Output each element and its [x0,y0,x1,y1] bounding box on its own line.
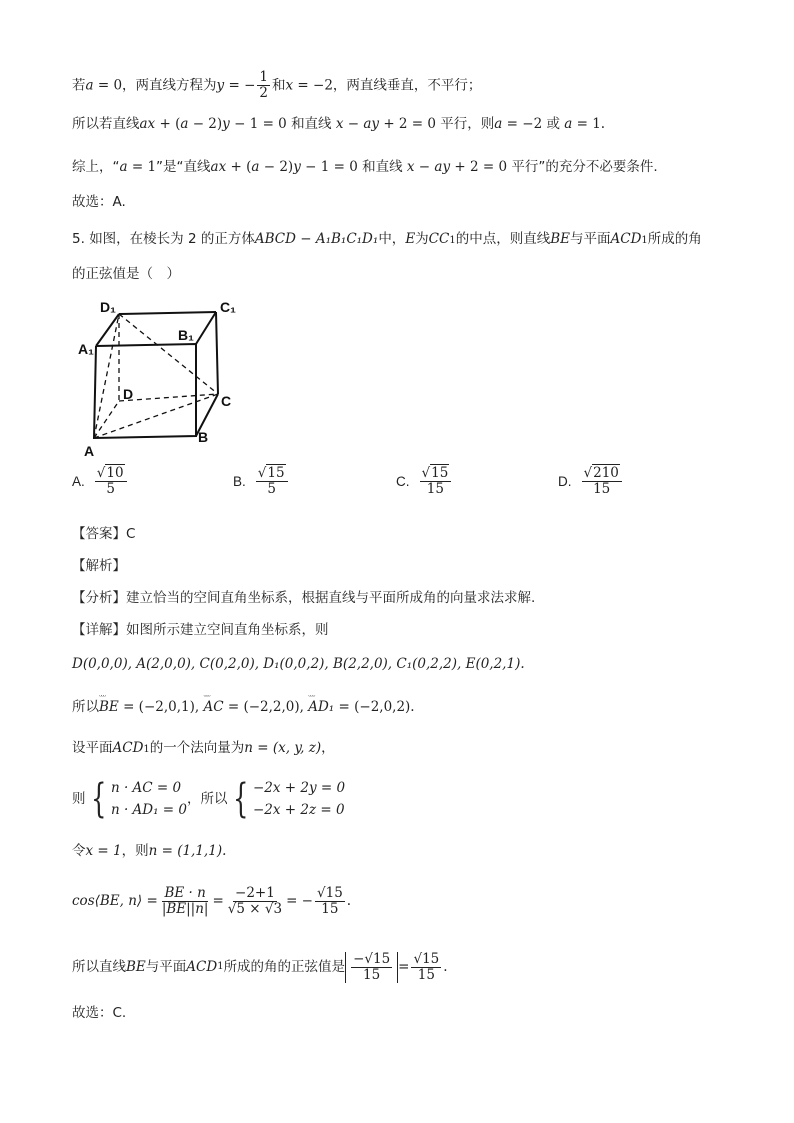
text: = − [286,893,313,909]
system-line: 则 { n · AC = 0 n · AD₁ = 0 ，所以 { −2x + 2y = 0 −2x + 2z = 0 [72,776,346,822]
option-b[interactable]: B. $\frac{√15}{5}$ [233,466,290,497]
text: ”是“直线 [156,159,211,175]
let-line [72,840,226,862]
option-a[interactable]: A. $\frac{√10}{5}$ [72,466,129,497]
option-c[interactable]: C. $\frac{√15}{15}$ [396,466,453,497]
text: 所以若直线 [72,116,140,132]
option-label: C. [396,474,410,489]
text: x = 1 [85,843,122,859]
option-label: D. [558,474,572,489]
text: ，两直线方程为 [122,77,217,94]
text: 平行”的充分不必要条件. [511,159,658,175]
option-label: A. [72,474,85,489]
vector-ac: ᵕᵕᵕ AC [203,696,223,718]
vector-ad1: ᵕᵕᵕ AD₁ [308,696,334,718]
coords-line: D(0,0,0), A(2,0,0), C(0,2,0), D₁(0,0,2), B(2,2,0), C₁(0,2,2), E(0,2,1). [72,656,525,672]
text: 与平面 [570,231,611,247]
text: 令 [72,843,86,859]
text: 为 [415,231,429,247]
xiangjie-text: 如图所示建立空间直角坐标系，则 [126,622,329,638]
text: 和直线 [291,116,332,132]
text: 综上，“ [72,159,120,175]
eq: −2x + 2y = 0 [252,780,346,796]
text: 的中点，则直线 [455,231,551,247]
cube-figure [76,296,246,461]
text: = (−2,2,0), [223,699,309,715]
end-line: 故选：C. [72,1005,127,1021]
text: 设平面 [72,740,113,756]
question-stem: 5. 如图，在棱长为 2 的正方体ABCD − A₁B₁C₁D₁中，E为CC1的中点，则直线BE与平面ACD1所成的角 [72,231,702,247]
option-label: B. [233,474,246,489]
text: 平行，则 [440,116,495,132]
cube-name: ABCD − A₁B₁C₁D₁ [254,231,379,247]
text: = (−2,0,2). [334,699,415,715]
text: ， [321,740,335,756]
label-d: D [123,386,134,402]
normal-expr: n = (x, y, z) [244,740,322,756]
text: 中， [378,231,406,247]
answer-line: 故选：A. [72,194,126,210]
eq: n · AC = 0 [110,780,182,796]
final-line: 所以直线 BE 与平面 ACD 1 所成的角的正弦值是 $\frac{-√15}{15}$ = $\frac{√15}{15}$ . [72,950,448,983]
text: = [398,959,410,975]
label-c1: C₁ [220,299,236,315]
answer-tag: 【答案】 [72,526,126,542]
xiangjie-tag: 【详解】 [72,622,126,638]
text: n = (1,1,1). [148,843,227,859]
label-c: C [221,393,232,409]
label-a1: A₁ [78,341,94,357]
answer-value: C [126,526,136,542]
text: 如图，在棱长为 2 的正方体 [89,231,255,247]
fenxi-section [72,587,535,609]
text: ，所以 [187,791,228,807]
fenxi-tag: 【分析】 [72,590,126,606]
label-b: B [198,429,209,445]
xiangjie-section [72,619,329,641]
text: 的一个法向量为 [149,740,245,756]
text: ，两直线垂直，不平行； [332,77,482,94]
text: 所成的角的正弦值是 [223,959,346,975]
text: 与平面 [145,959,187,975]
text: ，则 [121,843,149,859]
text-line: 所以若直线ax + (a − 2)y − 1 = 0 和直线 x − ay + 2 = 0 平行，则a = −2 或 a = 1. [72,116,606,132]
cos-line: cos⟨BE, n⟩ = $\frac{BE \cdot n}{|BE||n|}$ = $\frac{-2+1}{√5 \times √3}$ = − $\frac{√15}{15}$ . [72,884,352,917]
vectors-line [72,696,415,718]
text: 则 [72,791,86,807]
text-line: 若a = 0，两直线方程为y = − $\frac{1}{2}$ 和x = −2，两直线垂直，不平行； [72,69,482,101]
label-a: A [84,443,95,459]
front-face [94,344,196,438]
text: BE [126,959,146,975]
label-b1: B₁ [178,327,194,343]
text: cos⟨BE, n⟩ = [72,893,158,909]
label-d1: D₁ [100,299,116,315]
question-stem-cont: 的正弦值是（ ） [72,266,180,282]
text: 或 [546,116,560,132]
fenxi-text: 建立恰当的空间直角坐标系，根据直线与平面所成角的向量求法求解. [126,590,536,606]
text: 所以直线 [72,959,126,975]
text: 所以 [72,699,99,715]
text: 所成的角 [647,231,702,247]
text: 和 [272,77,286,94]
text: = (−2,0,1), [118,699,204,715]
analysis-tag: 【解析】 [72,558,126,574]
text-line: 综上，“a = 1”是“直线ax + (a − 2)y − 1 = 0 和直线 x − ay + 2 = 0 平行”的充分不必要条件. [72,159,658,175]
option-d[interactable]: D. $\frac{√210}{15}$ [558,466,624,497]
question-number: 5. [72,231,85,247]
normal-line: 设平面ACD1的一个法向量为n = (x, y, z)， [72,740,335,756]
vector-be: ᵕᵕᵕ BE [99,696,119,718]
eq: −2x + 2z = 0 [252,802,345,818]
answer-section [72,523,135,545]
text: 若 [72,77,86,94]
text: 和直线 [362,159,403,175]
eq: n · AD₁ = 0 [110,802,187,818]
